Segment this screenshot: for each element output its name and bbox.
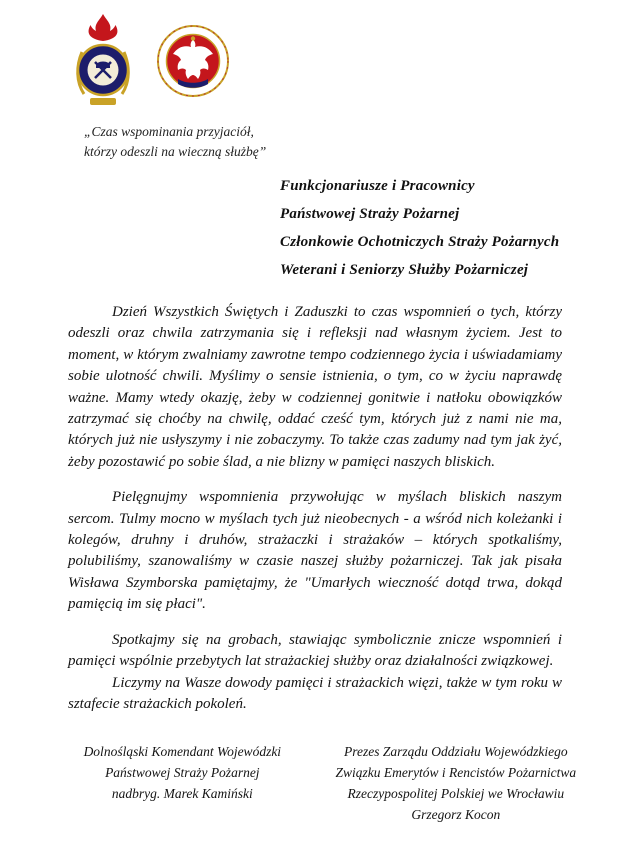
quote-line-1: „Czas wspominania przyjaciół,: [84, 124, 254, 139]
letter-body: [68, 302, 562, 715]
addressee-block: [280, 178, 559, 290]
signature-line: Prezes Zarządu Oddziału Wojewódzkiego: [344, 744, 568, 759]
addressee-line: Członkowie Ochotniczych Straży Pożarnych: [280, 234, 560, 250]
header-logos: [72, 12, 230, 110]
signature-line: nadbryg. Marek Kamiński: [111, 785, 253, 801]
signature-line: Dolnośląski Komendant Wojewódzki: [83, 744, 282, 759]
signature-line: Grzegorz Kocon: [411, 806, 501, 822]
signature-section: [0, 742, 627, 826]
quote-line-2: którzy odeszli na wieczną służbę”: [84, 143, 267, 159]
body-paragraph-2: Pielęgnujmy wspomnienia przywołując w myślach bliskich naszym sercom. Tulmy mocno w myślach tych już nieobecnych - a wśród nich koleżanki i kolegów, druhny i druhów, strażaczki i strażaków – których spotkaliśmy, polubiliśmy, szanowaliśmy w czasie naszej służby pożarniczej. Tak jak pisała Wisława Szymborska pamiętajmy, że "Umarłych wieczność dotąd trwa, dokąd pamięcią im się płaci".: [68, 489, 562, 613]
body-paragraph-1: Dzień Wszystkich Świętych i Zaduszki to czas wspomnień o tych, którzy odeszli oraz chwila zatrzymania się i refleksji nad własnym życiem. Jest to moment, w którym zwalniamy zawrotne tempo codziennego życia i uświadamiamy sobie ulotność chwili. Myślimy o sensie istnienia, o tym, co w życiu naprawdę ważne. Mamy wtedy okazję, żeby w codziennej gonitwie i natłoku obowiązków zatrzymać się choćby na chwilę, oddać cześć tym, których już z nami nie ma, których już nie usłyszymy i nie zobaczymy. To także czas zadumy nad tym jak żyć, żeby pozostawić po sobie ślad, a nie blizny w pamięci naszych bliskich.: [68, 304, 562, 470]
signature-right: [307, 742, 605, 826]
addressee-line: Weterani i Seniorzy Służby Pożarniczej: [280, 262, 529, 278]
body-paragraph-3: Spotkajmy się na grobach, stawiając symbolicznie znicze wspomnień i pamięci wspólnie przebytych lat strażackiej służby oraz działalności związkowej.: [68, 631, 562, 670]
memorial-quote: [84, 122, 266, 161]
addressee-line: Funkcjonariusze i Pracownicy: [280, 178, 475, 194]
signature-left: [58, 742, 307, 826]
addressee-line: Państwowej Straży Pożarnej: [280, 206, 460, 222]
polish-eagle-emblem-icon: [156, 24, 230, 98]
fire-service-emblem-icon: [72, 12, 134, 110]
signature-line: Związku Emerytów i Rencistów Pożarnictwa: [335, 764, 577, 780]
body-paragraph-4: Liczymy na Wasze dowody pamięci i strażackich więzi, także w tym roku w sztafecie strażackich pokoleń.: [68, 674, 562, 712]
signature-line: Państwowej Straży Pożarnej: [105, 764, 260, 780]
signature-line: Rzeczypospolitej Polskiej we Wrocławiu: [347, 785, 565, 801]
